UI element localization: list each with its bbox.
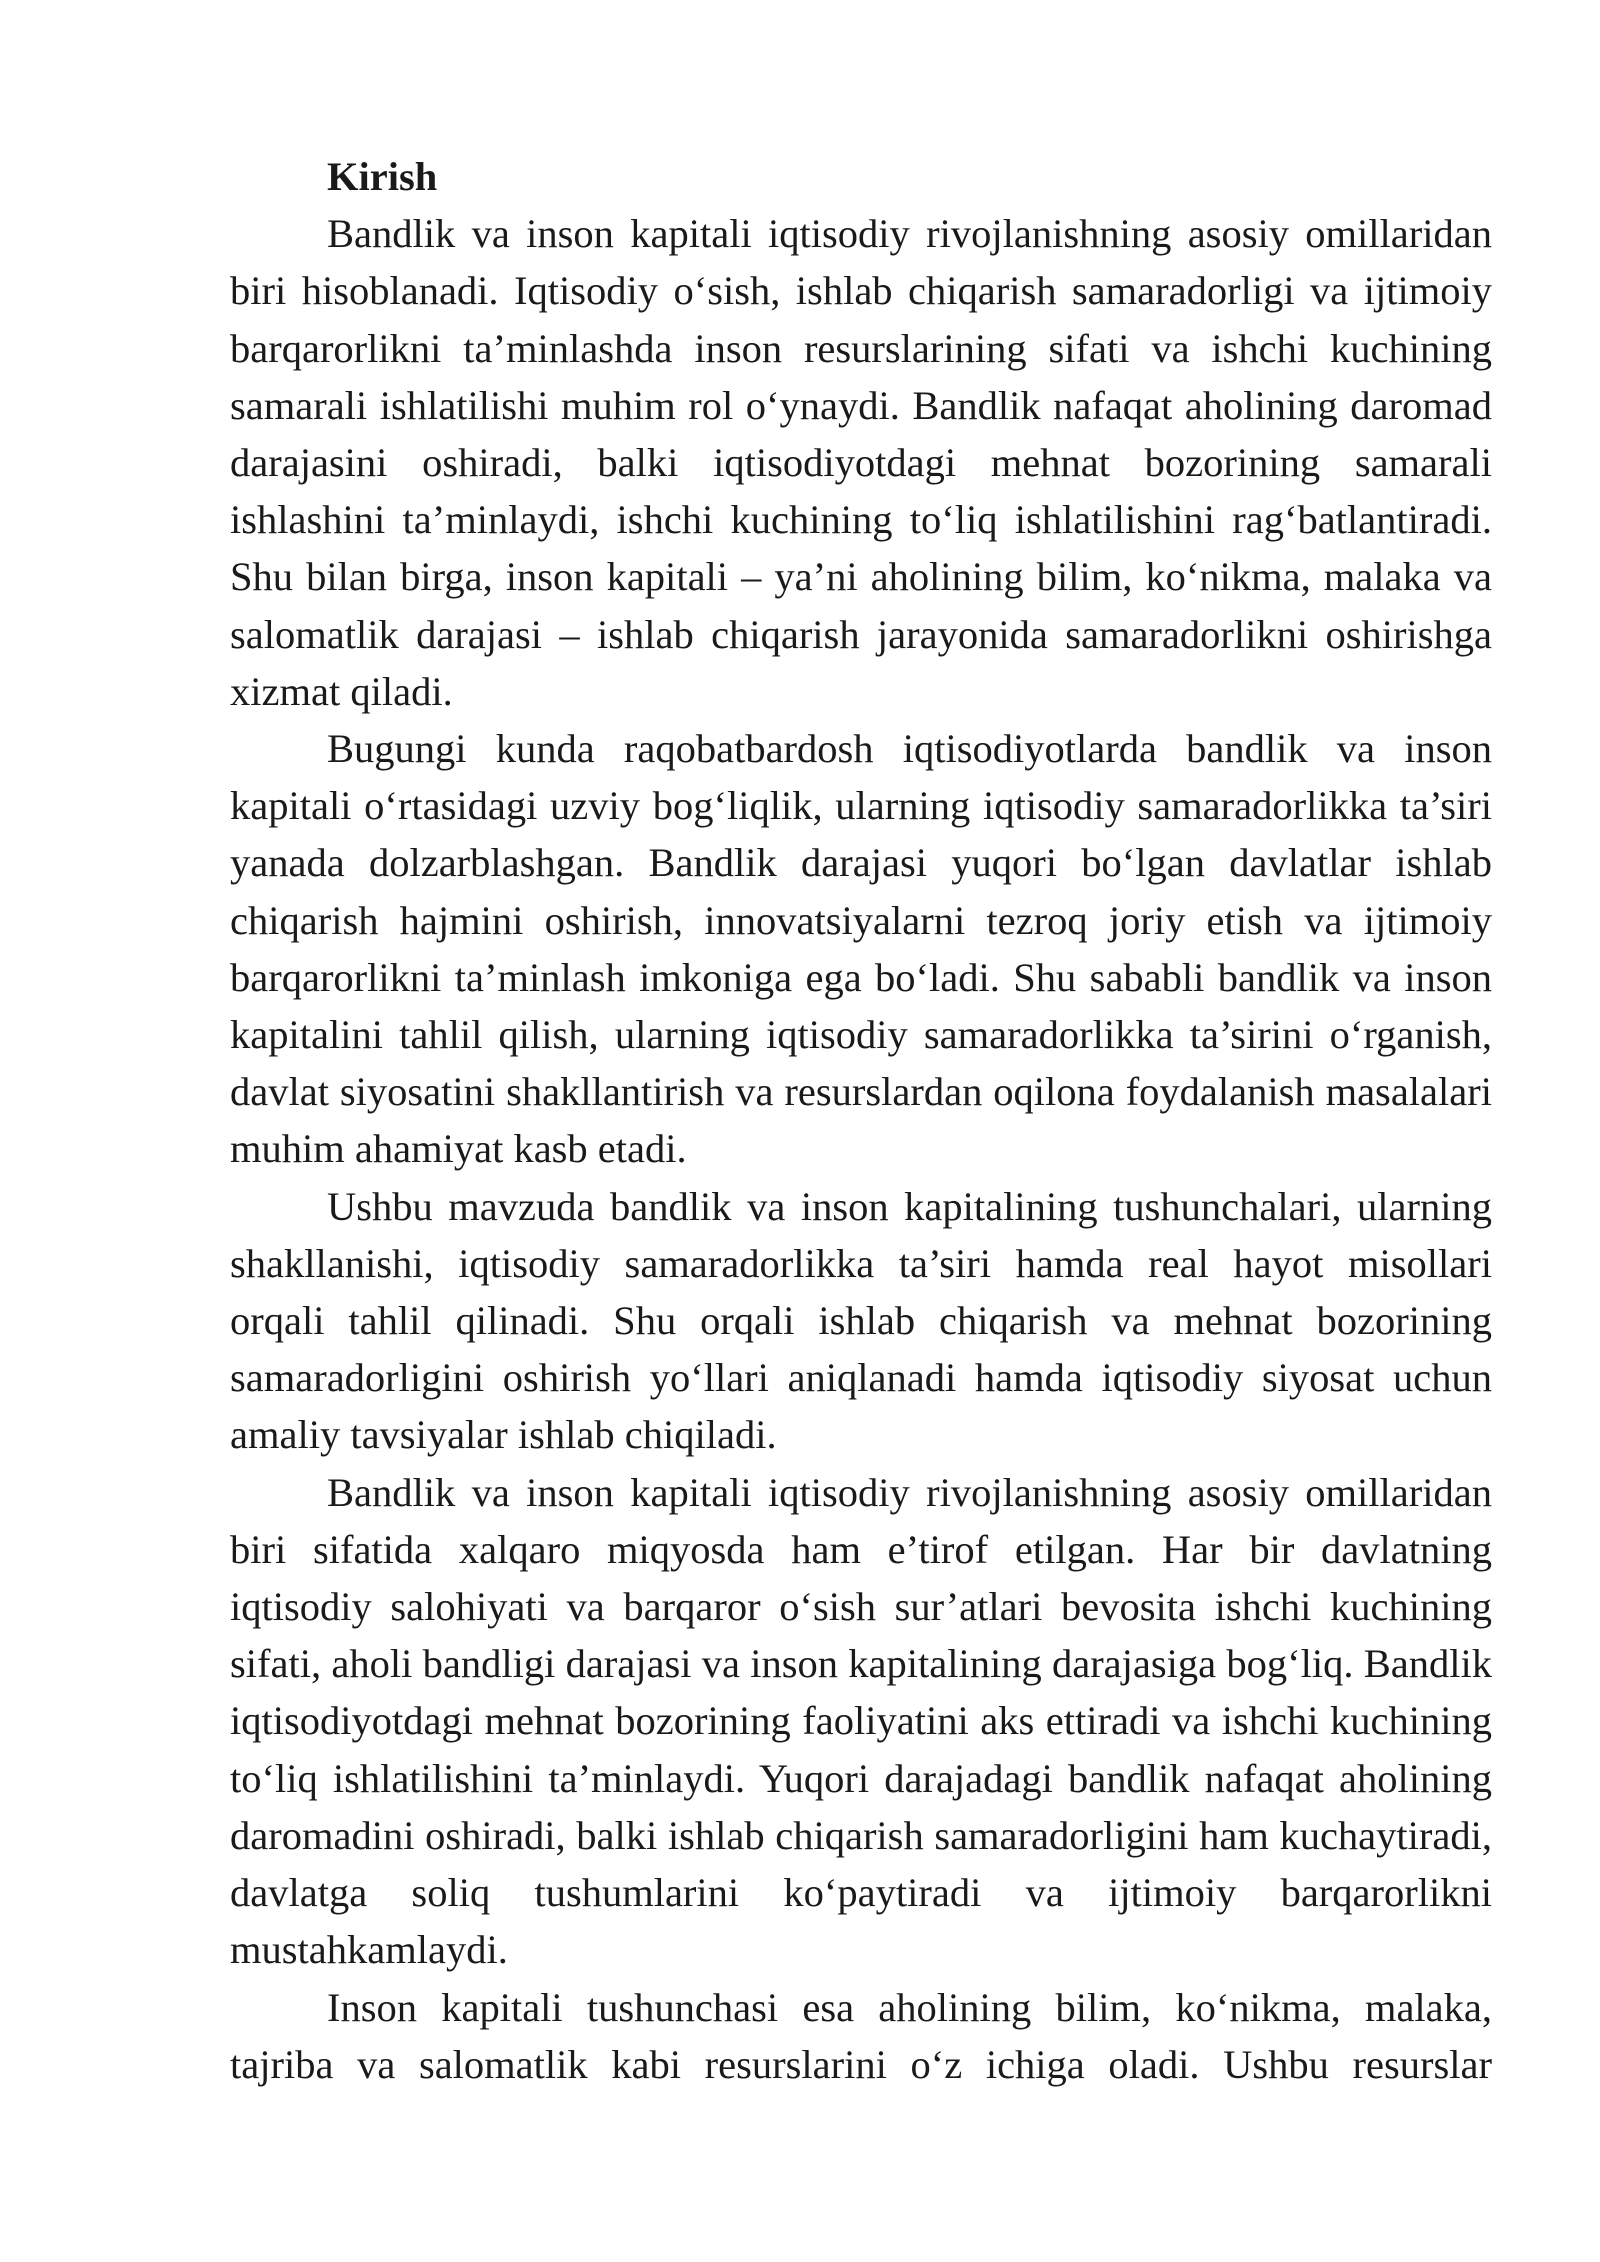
paragraph-2: Bugungi kunda raqobatbardosh iqtisodiyotlarda bandlik va inson kapitali o‘rtasidagi uzviy bog‘liqlik, ularning iqtisodiy samaradorlikka ta’siri yanada dolzarblashgan. Bandlik darajasi yuqori bo‘lgan davlatlar ishlab chiqarish hajmini oshirish, innovatsiyalarni tezroq joriy etish va ijtimoiy barqarorlikni ta’minlash imkoniga ega bo‘ladi. Shu sababli bandlik va inson kapitalini tahlil qilish, ularning iqtisodiy samaradorlikka ta’sirini o‘rganish, davlat siyosatini shakllantirish va resurslardan oqilona foydalanish masalalari muhim ahamiyat kasb etadi. <box>230 726 1492 1172</box>
paragraph-4: Bandlik va inson kapitali iqtisodiy rivojlanishning asosiy omillaridan biri sifatida xalqaro miqyosda ham e’tirof etilgan. Har bir davlatning iqtisodiy salohiyati va barqaror o‘sish sur’atlari bevosita ishchi kuchining sifati, aholi bandligi darajasi va inson kapitalining darajasiga bog‘liq. Bandlik iqtisodiyotdagi mehnat bozorining faoliyatini aks ettiradi va ishchi kuchining to‘liq ishlatilishini ta’minlaydi. Yuqori darajadagi bandlik nafaqat aholining daromadini oshiradi, balki ishlab chiqarish samaradorligini ham kuchaytiradi, davlatga soliq tushumlarini ko‘paytiradi va ijtimoiy barqarorlikni mustahkamlaydi. <box>230 1469 1492 1973</box>
paragraph-3: Ushbu mavzuda bandlik va inson kapitalining tushunchalari, ularning shakllanishi, iqtisodiy samaradorlikka ta’siri hamda real hayot misollari orqali tahlil qilinadi. Shu orqali ishlab chiqarish va mehnat bozorining samaradorligini oshirish yo‘llari aniqlanadi hamda iqtisodiy siyosat uchun amaliy tavsiyalar ishlab chiqiladi. <box>230 1183 1492 1458</box>
paragraph-5: Inson kapitali tushunchasi esa aholining bilim, ko‘nikma, malaka, tajriba va salomatlik kabi resurslarini o‘z ichiga oladi. Ushbu resurslar <box>230 1984 1492 2087</box>
document-page <box>230 148 1492 2093</box>
paragraph-1: Bandlik va inson kapitali iqtisodiy rivojlanishning asosiy omillaridan biri hisoblanadi. Iqtisodiy o‘sish, ishlab chiqarish samaradorligi va ijtimoiy barqarorlikni ta’minlashda inson resurslarining sifati va ishchi kuchining samarali ishlatilishi muhim rol o‘ynaydi. Bandlik nafaqat aholining daromad darajasini oshiradi, balki iqtisodiyotdagi mehnat bozorining samarali ishlashini ta’minlaydi, ishchi kuchining to‘liq ishlatilishini rag‘batlantiradi. Shu bilan birga, inson kapitali – ya’ni aholining bilim, ko‘nikma, malaka va salomatlik darajasi – ishlab chiqarish jarayonida samaradorlikni oshirishga xizmat qiladi. <box>230 211 1492 714</box>
section-heading: Kirish <box>327 154 438 199</box>
